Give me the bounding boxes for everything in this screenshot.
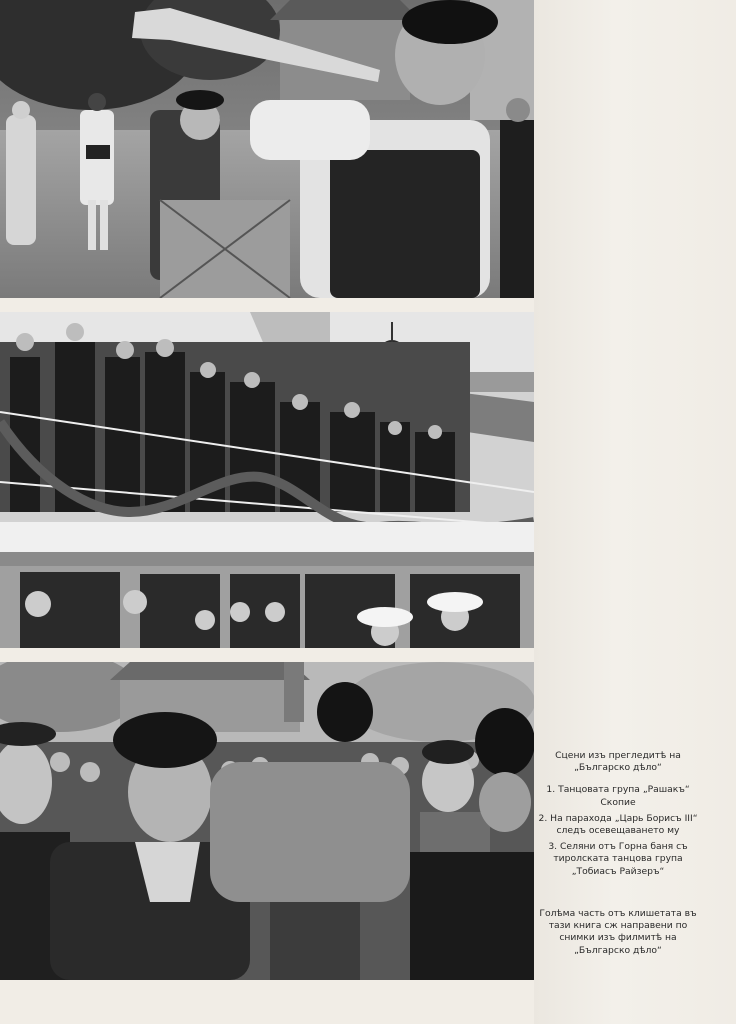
photo-villagers-image — [0, 662, 534, 980]
photo-captions — [536, 750, 700, 882]
photo-folk-dance-skopje — [0, 0, 534, 298]
photo-folk-dance-image — [0, 0, 534, 298]
photo-steamer-tsar-boris — [0, 312, 534, 648]
caption-item-1: 1. Танцовата група „Рашакъ“ Скопие — [546, 784, 690, 808]
caption-item-3: 3. Селяни отъ Горна баня съ тиролската танцова група „Тобиасъ Райзеръ“ — [548, 841, 688, 877]
photo-villagers-gorna-banya — [0, 662, 534, 980]
caption-item-2: 2. На парахода „Царь Борисъ III“ следъ осевещаването му — [538, 812, 698, 837]
photo-steamer-image — [0, 312, 534, 648]
credits-note — [536, 908, 700, 957]
credits-note-text: Голѣма часть отъ клишетата въ тази книга сж направени по снимки изъ филмитѣ на „Българско дѣло“ — [539, 908, 697, 956]
captions-title: Сцени изъ прегледитѣ на „Българско дѣло“ — [555, 750, 681, 774]
page-bottom-margin — [0, 980, 534, 1024]
